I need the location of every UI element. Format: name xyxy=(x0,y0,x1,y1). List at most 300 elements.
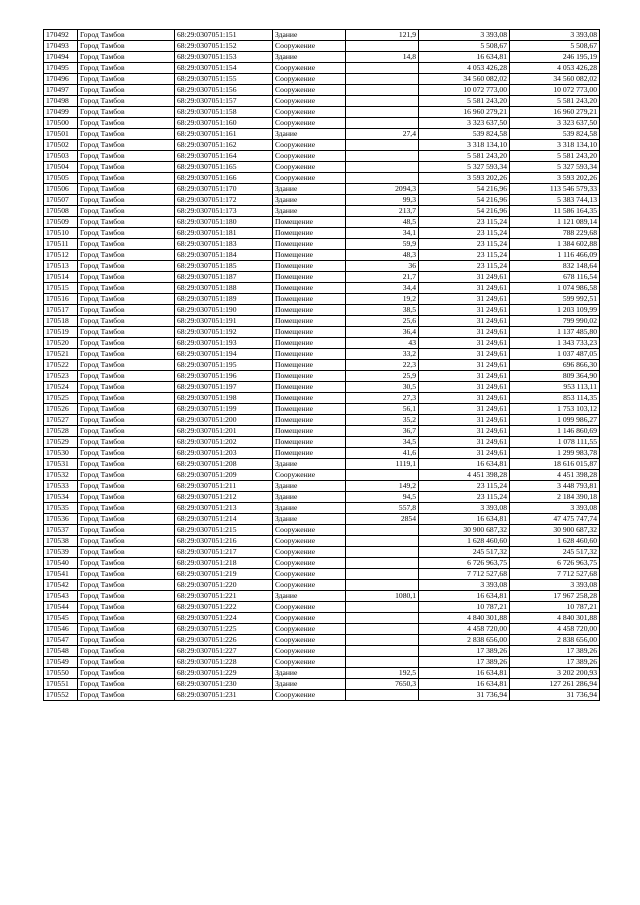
cadastral-value-cell: 113 546 579,33 xyxy=(510,184,600,195)
object-type-cell: Сооружение xyxy=(273,624,346,635)
area-cell xyxy=(346,624,419,635)
specific-value-cell: 4 458 720,00 xyxy=(419,624,510,635)
object-type-cell: Сооружение xyxy=(273,85,346,96)
cadastral-value-cell: 1 121 089,14 xyxy=(510,217,600,228)
cadastral-number-cell: 68:29:0307051:225 xyxy=(175,624,273,635)
object-type-cell: Сооружение xyxy=(273,558,346,569)
area-cell: 36,4 xyxy=(346,327,419,338)
cadastral-value-cell: 1 384 602,88 xyxy=(510,239,600,250)
cadastral-number-cell: 68:29:0307051:166 xyxy=(175,173,273,184)
cadastral-value-cell: 47 475 747,74 xyxy=(510,514,600,525)
row-number-cell: 170522 xyxy=(44,360,78,371)
row-number-cell: 170548 xyxy=(44,646,78,657)
object-type-cell: Сооружение xyxy=(273,151,346,162)
object-type-cell: Сооружение xyxy=(273,580,346,591)
locality-cell: Город Тамбов xyxy=(78,591,175,602)
cadastral-number-cell: 68:29:0307051:211 xyxy=(175,481,273,492)
row-number-cell: 170500 xyxy=(44,118,78,129)
object-type-cell: Помещение xyxy=(273,448,346,459)
table-row xyxy=(44,30,600,41)
table-row xyxy=(44,206,600,217)
cadastral-number-cell: 68:29:0307051:181 xyxy=(175,228,273,239)
specific-value-cell: 3 393,08 xyxy=(419,30,510,41)
cadastral-number-cell: 68:29:0307051:183 xyxy=(175,239,273,250)
row-number-cell: 170501 xyxy=(44,129,78,140)
area-cell: 48,3 xyxy=(346,250,419,261)
row-number-cell: 170494 xyxy=(44,52,78,63)
row-number-cell: 170551 xyxy=(44,679,78,690)
row-number-cell: 170505 xyxy=(44,173,78,184)
row-number-cell: 170532 xyxy=(44,470,78,481)
table-body xyxy=(44,30,600,701)
area-cell: 36 xyxy=(346,261,419,272)
cadastral-value-cell: 246 195,19 xyxy=(510,52,600,63)
locality-cell: Город Тамбов xyxy=(78,316,175,327)
table-row xyxy=(44,118,600,129)
object-type-cell: Сооружение xyxy=(273,96,346,107)
table-row xyxy=(44,316,600,327)
object-type-cell: Помещение xyxy=(273,371,346,382)
object-type-cell: Помещение xyxy=(273,349,346,360)
area-cell: 35,2 xyxy=(346,415,419,426)
locality-cell: Город Тамбов xyxy=(78,349,175,360)
cadastral-number-cell: 68:29:0307051:193 xyxy=(175,338,273,349)
locality-cell: Город Тамбов xyxy=(78,294,175,305)
row-number-cell: 170541 xyxy=(44,569,78,580)
object-type-cell: Помещение xyxy=(273,415,346,426)
cadastral-number-cell: 68:29:0307051:215 xyxy=(175,525,273,536)
locality-cell: Город Тамбов xyxy=(78,206,175,217)
specific-value-cell: 23 115,24 xyxy=(419,217,510,228)
table-row xyxy=(44,547,600,558)
row-number-cell: 170499 xyxy=(44,107,78,118)
cadastral-number-cell: 68:29:0307051:191 xyxy=(175,316,273,327)
cadastral-number-cell: 68:29:0307051:160 xyxy=(175,118,273,129)
cadastral-number-cell: 68:29:0307051:184 xyxy=(175,250,273,261)
area-cell: 557,8 xyxy=(346,503,419,514)
specific-value-cell: 31 249,61 xyxy=(419,415,510,426)
cadastral-value-cell: 4 053 426,28 xyxy=(510,63,600,74)
specific-value-cell: 10 072 773,00 xyxy=(419,85,510,96)
object-type-cell: Здание xyxy=(273,30,346,41)
cadastral-number-cell: 68:29:0307051:220 xyxy=(175,580,273,591)
table-row xyxy=(44,250,600,261)
object-type-cell: Сооружение xyxy=(273,635,346,646)
specific-value-cell: 31 249,61 xyxy=(419,371,510,382)
row-number-cell: 170510 xyxy=(44,228,78,239)
cadastral-number-cell: 68:29:0307051:213 xyxy=(175,503,273,514)
table-row xyxy=(44,41,600,52)
specific-value-cell: 16 634,81 xyxy=(419,679,510,690)
locality-cell: Город Тамбов xyxy=(78,657,175,668)
locality-cell: Город Тамбов xyxy=(78,129,175,140)
area-cell xyxy=(346,602,419,613)
cadastral-number-cell: 68:29:0307051:195 xyxy=(175,360,273,371)
specific-value-cell: 5 581 243,20 xyxy=(419,96,510,107)
table-row xyxy=(44,217,600,228)
row-number-cell: 170503 xyxy=(44,151,78,162)
area-cell: 7650,3 xyxy=(346,679,419,690)
cadastral-value-cell: 127 261 286,94 xyxy=(510,679,600,690)
locality-cell: Город Тамбов xyxy=(78,360,175,371)
object-type-cell: Помещение xyxy=(273,261,346,272)
row-number-cell: 170521 xyxy=(44,349,78,360)
cadastral-number-cell: 68:29:0307051:192 xyxy=(175,327,273,338)
specific-value-cell: 31 249,61 xyxy=(419,305,510,316)
area-cell: 149,2 xyxy=(346,481,419,492)
cadastral-number-cell: 68:29:0307051:194 xyxy=(175,349,273,360)
locality-cell: Город Тамбов xyxy=(78,162,175,173)
table-row xyxy=(44,613,600,624)
table-row xyxy=(44,195,600,206)
locality-cell: Город Тамбов xyxy=(78,305,175,316)
object-type-cell: Сооружение xyxy=(273,602,346,613)
cadastral-number-cell: 68:29:0307051:172 xyxy=(175,195,273,206)
row-number-cell: 170531 xyxy=(44,459,78,470)
cadastral-value-cell: 678 116,54 xyxy=(510,272,600,283)
cadastral-value-cell: 11 586 164,35 xyxy=(510,206,600,217)
row-number-cell: 170509 xyxy=(44,217,78,228)
specific-value-cell: 31 249,61 xyxy=(419,448,510,459)
row-number-cell: 170492 xyxy=(44,30,78,41)
cadastral-value-cell: 10 072 773,00 xyxy=(510,85,600,96)
object-type-cell: Помещение xyxy=(273,404,346,415)
row-number-cell: 170498 xyxy=(44,96,78,107)
cadastral-number-cell: 68:29:0307051:218 xyxy=(175,558,273,569)
specific-value-cell: 31 249,61 xyxy=(419,382,510,393)
specific-value-cell: 54 216,96 xyxy=(419,206,510,217)
row-number-cell: 170520 xyxy=(44,338,78,349)
cadastral-value-cell: 1 299 983,78 xyxy=(510,448,600,459)
locality-cell: Город Тамбов xyxy=(78,228,175,239)
cadastral-value-cell: 7 712 527,68 xyxy=(510,569,600,580)
area-cell: 30,5 xyxy=(346,382,419,393)
specific-value-cell: 5 508,67 xyxy=(419,41,510,52)
area-cell: 27,4 xyxy=(346,129,419,140)
cadastral-value-cell: 10 787,21 xyxy=(510,602,600,613)
row-number-cell: 170543 xyxy=(44,591,78,602)
cadastral-value-cell: 3 448 793,81 xyxy=(510,481,600,492)
cadastral-number-cell: 68:29:0307051:202 xyxy=(175,437,273,448)
locality-cell: Город Тамбов xyxy=(78,195,175,206)
locality-cell: Город Тамбов xyxy=(78,371,175,382)
specific-value-cell: 17 389,26 xyxy=(419,646,510,657)
cadastral-value-cell: 1 116 466,09 xyxy=(510,250,600,261)
cadastral-number-cell: 68:29:0307051:227 xyxy=(175,646,273,657)
table-row xyxy=(44,140,600,151)
cadastral-value-cell: 5 581 243,20 xyxy=(510,96,600,107)
cadastral-value-cell: 5 581 243,20 xyxy=(510,151,600,162)
object-type-cell: Помещение xyxy=(273,283,346,294)
area-cell xyxy=(346,162,419,173)
table-row xyxy=(44,624,600,635)
area-cell: 19,2 xyxy=(346,294,419,305)
object-type-cell: Помещение xyxy=(273,228,346,239)
row-number-cell: 170536 xyxy=(44,514,78,525)
table-row xyxy=(44,690,600,701)
table-row xyxy=(44,415,600,426)
area-cell: 34,1 xyxy=(346,228,419,239)
cadastral-number-cell: 68:29:0307051:187 xyxy=(175,272,273,283)
object-type-cell: Помещение xyxy=(273,338,346,349)
table-row xyxy=(44,426,600,437)
row-number-cell: 170504 xyxy=(44,162,78,173)
table-row xyxy=(44,404,600,415)
locality-cell: Город Тамбов xyxy=(78,503,175,514)
row-number-cell: 170515 xyxy=(44,283,78,294)
area-cell xyxy=(346,525,419,536)
table-row xyxy=(44,261,600,272)
area-cell: 192,5 xyxy=(346,668,419,679)
row-number-cell: 170518 xyxy=(44,316,78,327)
cadastral-value-cell: 1 203 109,99 xyxy=(510,305,600,316)
object-type-cell: Сооружение xyxy=(273,525,346,536)
row-number-cell: 170524 xyxy=(44,382,78,393)
cadastral-value-cell: 245 517,32 xyxy=(510,547,600,558)
row-number-cell: 170525 xyxy=(44,393,78,404)
cadastral-value-cell: 832 148,64 xyxy=(510,261,600,272)
locality-cell: Город Тамбов xyxy=(78,272,175,283)
locality-cell: Город Тамбов xyxy=(78,107,175,118)
cadastral-number-cell: 68:29:0307051:185 xyxy=(175,261,273,272)
cadastral-value-cell: 539 824,58 xyxy=(510,129,600,140)
table-row xyxy=(44,481,600,492)
row-number-cell: 170526 xyxy=(44,404,78,415)
object-type-cell: Сооружение xyxy=(273,547,346,558)
specific-value-cell: 3 393,08 xyxy=(419,503,510,514)
table-row xyxy=(44,382,600,393)
row-number-cell: 170534 xyxy=(44,492,78,503)
cadastral-number-cell: 68:29:0307051:197 xyxy=(175,382,273,393)
specific-value-cell: 16 634,81 xyxy=(419,52,510,63)
area-cell xyxy=(346,690,419,701)
cadastral-value-cell: 3 393,08 xyxy=(510,503,600,514)
cadastral-number-cell: 68:29:0307051:164 xyxy=(175,151,273,162)
cadastral-value-cell: 3 318 134,10 xyxy=(510,140,600,151)
object-type-cell: Здание xyxy=(273,206,346,217)
specific-value-cell: 6 726 963,75 xyxy=(419,558,510,569)
area-cell xyxy=(346,613,419,624)
cadastral-value-cell: 799 990,02 xyxy=(510,316,600,327)
cadastral-number-cell: 68:29:0307051:217 xyxy=(175,547,273,558)
table-row xyxy=(44,96,600,107)
cadastral-number-cell: 68:29:0307051:188 xyxy=(175,283,273,294)
specific-value-cell: 539 824,58 xyxy=(419,129,510,140)
table-row xyxy=(44,283,600,294)
area-cell: 2094,3 xyxy=(346,184,419,195)
specific-value-cell: 2 838 656,00 xyxy=(419,635,510,646)
object-type-cell: Здание xyxy=(273,668,346,679)
locality-cell: Город Тамбов xyxy=(78,415,175,426)
locality-cell: Город Тамбов xyxy=(78,635,175,646)
table-row xyxy=(44,558,600,569)
cadastral-value-cell: 4 840 301,88 xyxy=(510,613,600,624)
locality-cell: Город Тамбов xyxy=(78,470,175,481)
specific-value-cell: 3 593 202,26 xyxy=(419,173,510,184)
object-type-cell: Здание xyxy=(273,184,346,195)
cadastral-value-cell: 5 327 593,34 xyxy=(510,162,600,173)
table-row xyxy=(44,107,600,118)
specific-value-cell: 31 249,61 xyxy=(419,404,510,415)
table-row xyxy=(44,52,600,63)
area-cell xyxy=(346,85,419,96)
cadastral-value-cell: 2 184 390,18 xyxy=(510,492,600,503)
cadastral-value-cell: 3 323 637,50 xyxy=(510,118,600,129)
area-cell xyxy=(346,118,419,129)
cadastral-number-cell: 68:29:0307051:161 xyxy=(175,129,273,140)
row-number-cell: 170549 xyxy=(44,657,78,668)
cadastral-number-cell: 68:29:0307051:196 xyxy=(175,371,273,382)
cadastral-number-cell: 68:29:0307051:230 xyxy=(175,679,273,690)
table-row xyxy=(44,393,600,404)
locality-cell: Город Тамбов xyxy=(78,63,175,74)
object-type-cell: Помещение xyxy=(273,327,346,338)
specific-value-cell: 5 327 593,34 xyxy=(419,162,510,173)
cadastral-number-cell: 68:29:0307051:170 xyxy=(175,184,273,195)
cadastral-value-table xyxy=(43,29,600,701)
locality-cell: Город Тамбов xyxy=(78,118,175,129)
specific-value-cell: 31 249,61 xyxy=(419,316,510,327)
cadastral-value-cell: 696 866,30 xyxy=(510,360,600,371)
cadastral-value-cell: 4 458 720,00 xyxy=(510,624,600,635)
locality-cell: Город Тамбов xyxy=(78,525,175,536)
cadastral-number-cell: 68:29:0307051:221 xyxy=(175,591,273,602)
cadastral-value-cell: 3 202 200,93 xyxy=(510,668,600,679)
table-row xyxy=(44,129,600,140)
cadastral-value-cell: 1 753 103,12 xyxy=(510,404,600,415)
table-row xyxy=(44,514,600,525)
table-row xyxy=(44,668,600,679)
object-type-cell: Сооружение xyxy=(273,536,346,547)
row-number-cell: 170546 xyxy=(44,624,78,635)
object-type-cell: Сооружение xyxy=(273,173,346,184)
area-cell: 22,3 xyxy=(346,360,419,371)
cadastral-number-cell: 68:29:0307051:153 xyxy=(175,52,273,63)
row-number-cell: 170517 xyxy=(44,305,78,316)
table-row xyxy=(44,437,600,448)
locality-cell: Город Тамбов xyxy=(78,140,175,151)
specific-value-cell: 16 960 279,21 xyxy=(419,107,510,118)
area-cell xyxy=(346,151,419,162)
object-type-cell: Сооружение xyxy=(273,107,346,118)
locality-cell: Город Тамбов xyxy=(78,283,175,294)
object-type-cell: Здание xyxy=(273,679,346,690)
specific-value-cell: 17 389,26 xyxy=(419,657,510,668)
locality-cell: Город Тамбов xyxy=(78,327,175,338)
object-type-cell: Сооружение xyxy=(273,118,346,129)
table-row xyxy=(44,74,600,85)
table-row xyxy=(44,173,600,184)
area-cell xyxy=(346,140,419,151)
table-row xyxy=(44,503,600,514)
area-cell xyxy=(346,580,419,591)
area-cell xyxy=(346,74,419,85)
object-type-cell: Помещение xyxy=(273,305,346,316)
object-type-cell: Здание xyxy=(273,129,346,140)
cadastral-number-cell: 68:29:0307051:173 xyxy=(175,206,273,217)
object-type-cell: Помещение xyxy=(273,217,346,228)
cadastral-value-cell: 3 593 202,26 xyxy=(510,173,600,184)
object-type-cell: Здание xyxy=(273,481,346,492)
row-number-cell: 170552 xyxy=(44,690,78,701)
cadastral-number-cell: 68:29:0307051:209 xyxy=(175,470,273,481)
specific-value-cell: 31 249,61 xyxy=(419,294,510,305)
locality-cell: Город Тамбов xyxy=(78,613,175,624)
specific-value-cell: 23 115,24 xyxy=(419,481,510,492)
cadastral-number-cell: 68:29:0307051:180 xyxy=(175,217,273,228)
row-number-cell: 170496 xyxy=(44,74,78,85)
locality-cell: Город Тамбов xyxy=(78,184,175,195)
object-type-cell: Здание xyxy=(273,503,346,514)
object-type-cell: Здание xyxy=(273,591,346,602)
cadastral-value-cell: 3 393,08 xyxy=(510,30,600,41)
cadastral-number-cell: 68:29:0307051:162 xyxy=(175,140,273,151)
table-row xyxy=(44,470,600,481)
specific-value-cell: 245 517,32 xyxy=(419,547,510,558)
object-type-cell: Помещение xyxy=(273,360,346,371)
specific-value-cell: 23 115,24 xyxy=(419,239,510,250)
table-row xyxy=(44,646,600,657)
specific-value-cell: 3 393,08 xyxy=(419,580,510,591)
specific-value-cell: 4 451 398,28 xyxy=(419,470,510,481)
table-row xyxy=(44,162,600,173)
cadastral-value-cell: 17 389,26 xyxy=(510,657,600,668)
locality-cell: Город Тамбов xyxy=(78,404,175,415)
cadastral-value-cell: 17 967 258,28 xyxy=(510,591,600,602)
area-cell: 27,3 xyxy=(346,393,419,404)
locality-cell: Город Тамбов xyxy=(78,85,175,96)
locality-cell: Город Тамбов xyxy=(78,41,175,52)
object-type-cell: Здание xyxy=(273,195,346,206)
row-number-cell: 170516 xyxy=(44,294,78,305)
area-cell: 121,9 xyxy=(346,30,419,41)
table-row xyxy=(44,492,600,503)
row-number-cell: 170535 xyxy=(44,503,78,514)
object-type-cell: Сооружение xyxy=(273,657,346,668)
specific-value-cell: 30 900 687,32 xyxy=(419,525,510,536)
area-cell xyxy=(346,470,419,481)
area-cell xyxy=(346,547,419,558)
locality-cell: Город Тамбов xyxy=(78,217,175,228)
row-number-cell: 170495 xyxy=(44,63,78,74)
cadastral-number-cell: 68:29:0307051:199 xyxy=(175,404,273,415)
row-number-cell: 170511 xyxy=(44,239,78,250)
area-cell xyxy=(346,558,419,569)
cadastral-number-cell: 68:29:0307051:226 xyxy=(175,635,273,646)
row-number-cell: 170529 xyxy=(44,437,78,448)
object-type-cell: Помещение xyxy=(273,437,346,448)
specific-value-cell: 34 560 082,02 xyxy=(419,74,510,85)
specific-value-cell: 16 634,81 xyxy=(419,459,510,470)
row-number-cell: 170537 xyxy=(44,525,78,536)
object-type-cell: Сооружение xyxy=(273,690,346,701)
cadastral-value-cell: 1 146 860,69 xyxy=(510,426,600,437)
specific-value-cell: 16 634,81 xyxy=(419,668,510,679)
object-type-cell: Здание xyxy=(273,459,346,470)
object-type-cell: Сооружение xyxy=(273,41,346,52)
area-cell: 48,5 xyxy=(346,217,419,228)
table-row xyxy=(44,580,600,591)
object-type-cell: Помещение xyxy=(273,250,346,261)
row-number-cell: 170528 xyxy=(44,426,78,437)
cadastral-number-cell: 68:29:0307051:208 xyxy=(175,459,273,470)
area-cell: 33,2 xyxy=(346,349,419,360)
specific-value-cell: 31 249,61 xyxy=(419,327,510,338)
row-number-cell: 170544 xyxy=(44,602,78,613)
locality-cell: Город Тамбов xyxy=(78,52,175,63)
cadastral-value-cell: 34 560 082,02 xyxy=(510,74,600,85)
cadastral-number-cell: 68:29:0307051:156 xyxy=(175,85,273,96)
